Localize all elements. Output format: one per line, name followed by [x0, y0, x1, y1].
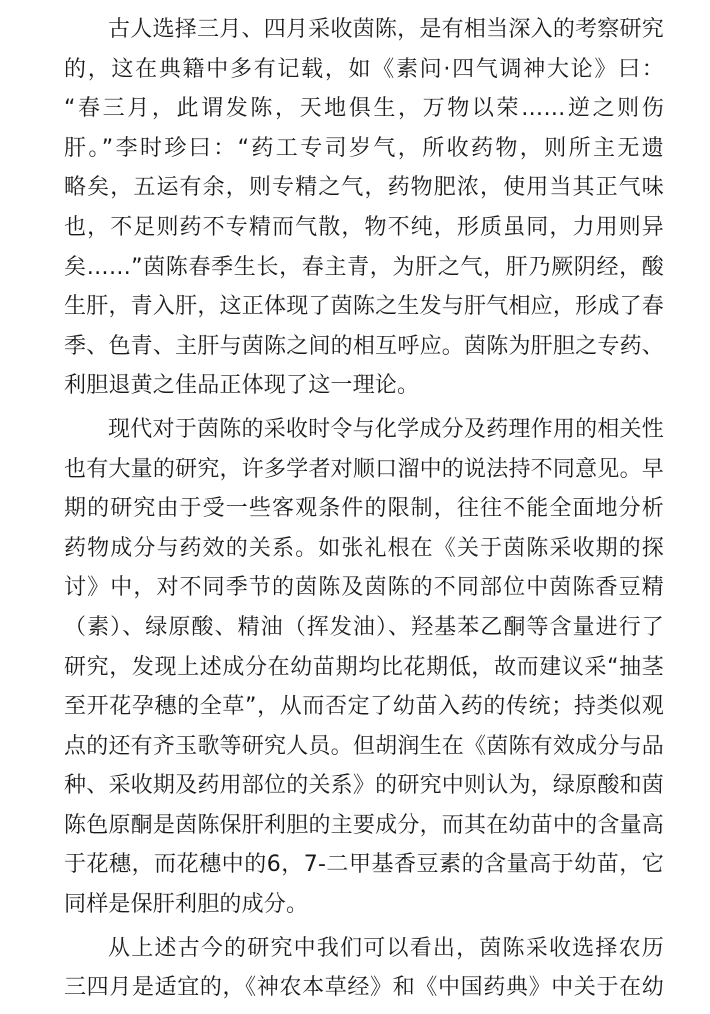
text-line: 也有大量的研究，许多学者对顺口溜中的说法持不同意见。早 [64, 456, 664, 482]
text-line: 季、色青、主肝与茵陈之间的相互呼应。茵陈为肝胆之专药、 [64, 333, 664, 359]
paragraph-1 [64, 10, 664, 406]
text-line: 也，不足则药不专精而气散，物不纯，形质虽同，力用则异 [64, 214, 664, 240]
text-line: 陈色原酮是茵陈保肝利胆的主要成分，而其在幼苗中的含量高 [64, 812, 664, 838]
text-line: 于花穗，而花穗中的6，7-二甲基香豆素的含量高于幼苗，它 [64, 852, 664, 878]
text-line: 利胆退黄之佳品正体现了这一理论。 [64, 373, 420, 399]
text-line: 同样是保肝利胆的成分。 [64, 892, 309, 918]
text-line: 种、采收期及药用部位的关系》的研究中则认为，绿原酸和茵 [64, 773, 664, 799]
text-line: 古人选择三月、四月采收茵陈，是有相当深入的考察研究 [108, 17, 664, 42]
text-line: 点的还有齐玉歌等研究人员。但胡润生在《茵陈有效成分与品 [64, 733, 664, 759]
document-page [64, 10, 664, 1012]
paragraph-3 [64, 929, 664, 1008]
text-line: 矣……”茵陈春季生长，春主青，为肝之气，肝乃厥阴经，酸 [64, 254, 664, 280]
text-line: 三四月是适宜的，《神农本草经》和《中国药典》中关于在幼 [64, 975, 664, 1001]
text-line: 的，这在典籍中多有记载，如《素问·四气调神大论》曰： [64, 56, 664, 82]
text-line: 至开花孕穗的全草”，从而否定了幼苗入药的传统；持类似观 [64, 694, 664, 720]
text-line: 药物成分与药效的关系。如张礼根在《关于茵陈采收期的探 [64, 535, 664, 561]
text-line: 肝。”李时珍曰：“药工专司岁气，所收药物，则所主无遗 [64, 135, 664, 161]
text-line: 研究，发现上述成分在幼苗期均比花期低，故而建议采“抽茎 [64, 654, 664, 680]
text-line: 生肝，青入肝，这正体现了茵陈之生发与肝气相应，形成了春 [64, 294, 664, 320]
text-line: 期的研究由于受一些客观条件的限制，往往不能全面地分析 [64, 496, 664, 522]
text-line: 略矣，五运有余，则专精之气，药物肥浓，使用当其正气味 [64, 175, 664, 201]
text-line: 讨》中，对不同季节的茵陈及茵陈的不同部位中茵陈香豆精 [64, 575, 664, 601]
text-line: 从上述古今的研究中我们可以看出，茵陈采收选择农历 [108, 935, 664, 961]
text-line: （素）、绿原酸、精油（挥发油）、羟基苯乙酮等含量进行了 [64, 614, 664, 640]
paragraph-2 [64, 410, 664, 925]
text-line: “春三月，此谓发陈，天地俱生，万物以荣……逆之则伤 [64, 96, 664, 122]
text-line: 现代对于茵陈的采收时令与化学成分及药理作用的相关性 [108, 416, 664, 442]
